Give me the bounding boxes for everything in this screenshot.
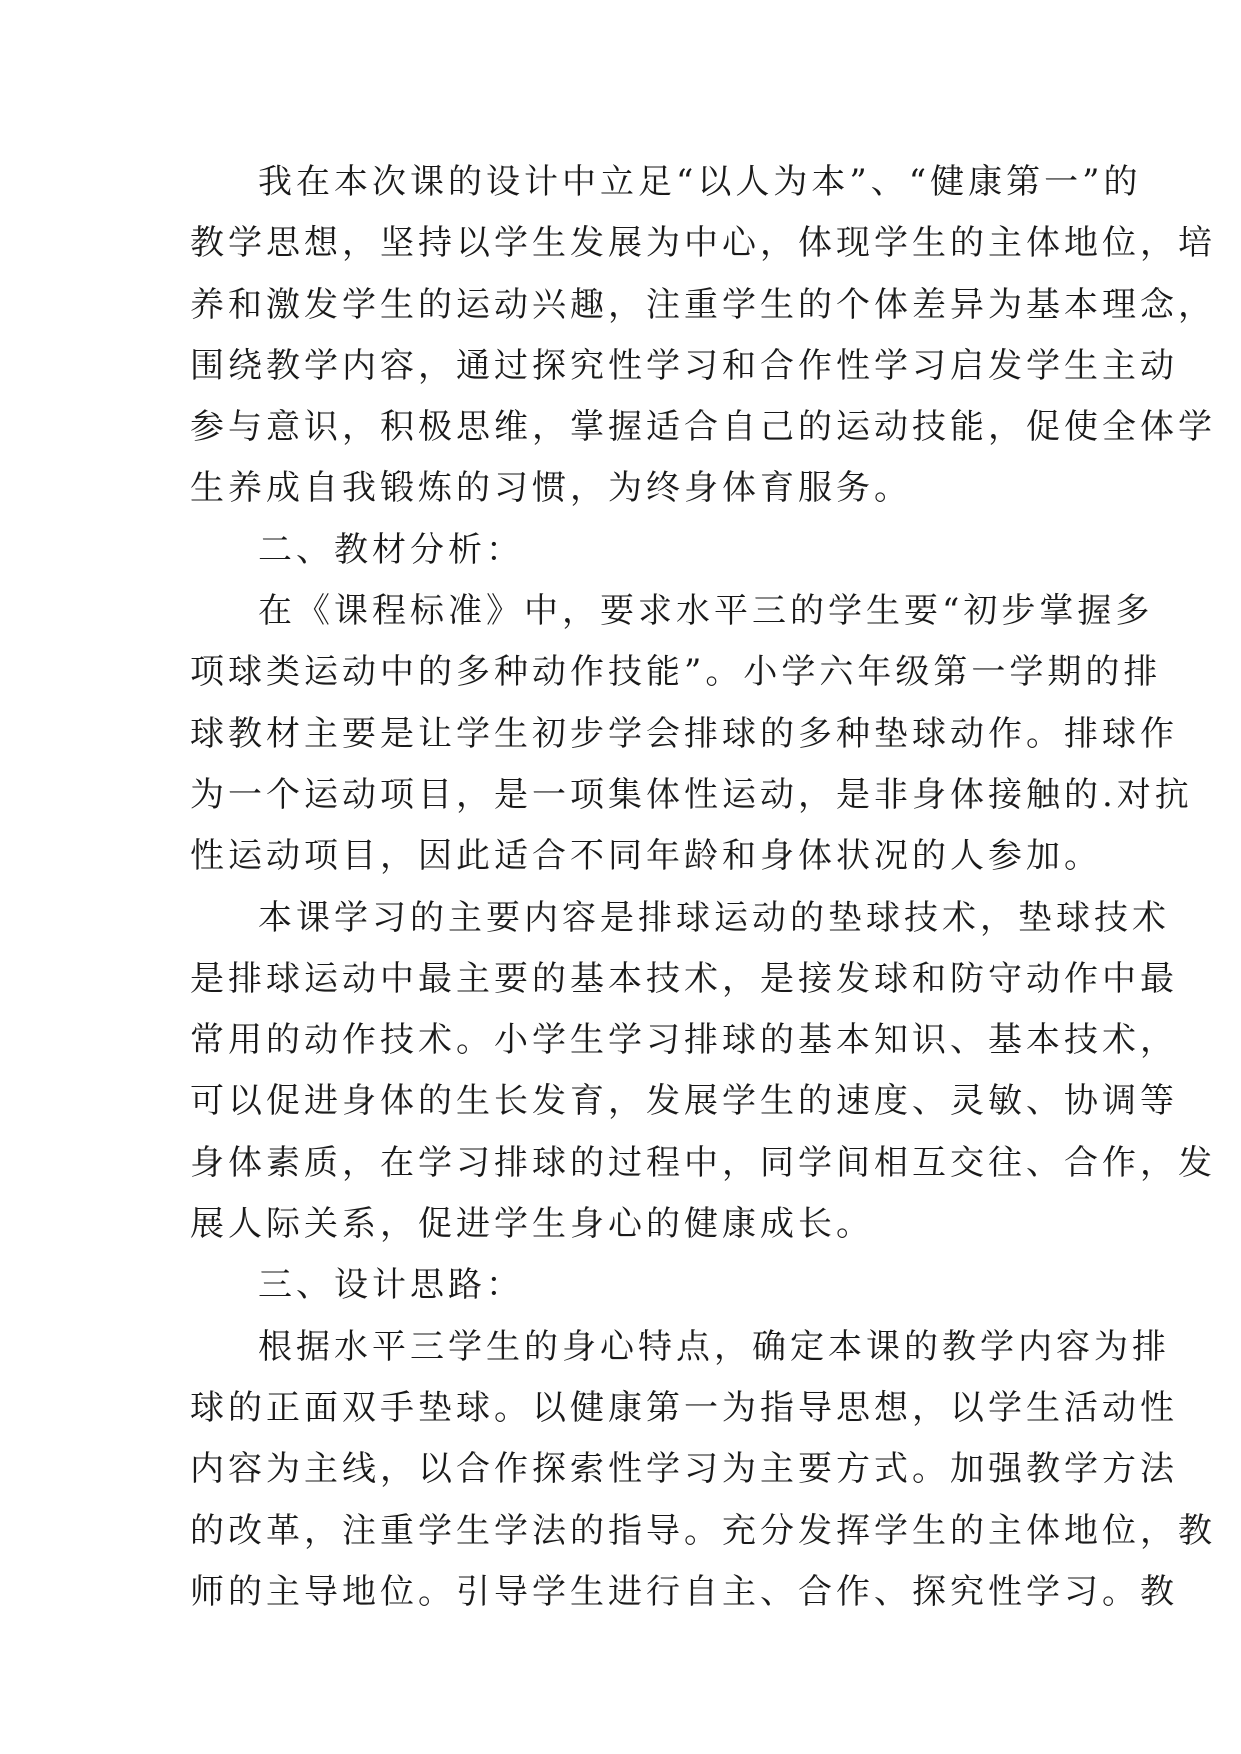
- text-line: 球的正面双手垫球。以健康第一为指导思想，以学生活动性: [190, 1387, 1178, 1428]
- text-line: 本课学习的主要内容是排球运动的垫球技术，垫球技术: [258, 897, 1170, 938]
- text-line: 师的主导地位。引导学生进行自主、合作、探究性学习。教: [190, 1571, 1178, 1612]
- text-line: 展人际关系，促进学生身心的健康成长。: [190, 1204, 874, 1245]
- text-line: 性运动项目，因此适合不同年龄和身体状况的人参加。: [190, 836, 1102, 877]
- text-line: 教学思想，坚持以学生发展为中心，体现学生的主体地位，培: [190, 223, 1216, 264]
- text-line: 内容为主线，以合作探索性学习为主要方式。加强教学方法: [190, 1449, 1178, 1490]
- text-line: 的改革，注重学生学法的指导。充分发挥学生的主体地位，教: [190, 1510, 1216, 1551]
- text-line: 根据水平三学生的身心特点，确定本课的教学内容为排: [258, 1326, 1170, 1367]
- text-line: 在《课程标准》中，要求水平三的学生要“初步掌握多: [258, 591, 1154, 632]
- text-line: 球教材主要是让学生初步学会排球的多种垫球动作。排球作: [190, 713, 1178, 754]
- text-line: 身体素质，在学习排球的过程中，同学间相互交往、合作，发: [190, 1142, 1216, 1183]
- text-line: 可以促进身体的生长发育，发展学生的速度、灵敏、协调等: [190, 1081, 1178, 1122]
- text-line: 参与意识，积极思维，掌握适合自己的运动技能，促使全体学: [190, 407, 1216, 448]
- text-line: 养和激发学生的运动兴趣，注重学生的个体差异为基本理念，: [190, 284, 1216, 325]
- text-line: 常用的动作技术。小学生学习排球的基本知识、基本技术，: [190, 1020, 1178, 1061]
- section-heading: 二、教材分析：: [258, 529, 524, 570]
- text-line: 为一个运动项目，是一项集体性运动，是非身体接触的.对抗: [190, 774, 1193, 815]
- body-text: [190, 152, 1216, 1623]
- text-line: 围绕教学内容，通过探究性学习和合作性学习启发学生主动: [190, 345, 1178, 386]
- text-line: 我在本次课的设计中立足“以人为本”、“健康第一”的: [258, 162, 1142, 202]
- text-line: 是排球运动中最主要的基本技术，是接发球和防守动作中最: [190, 958, 1178, 999]
- section-heading: 三、设计思路：: [258, 1265, 524, 1306]
- text-line: 生养成自我锻炼的习惯，为终身体育服务。: [190, 468, 912, 509]
- text-line: 项球类运动中的多种动作技能”。小学六年级第一学期的排: [190, 652, 1162, 693]
